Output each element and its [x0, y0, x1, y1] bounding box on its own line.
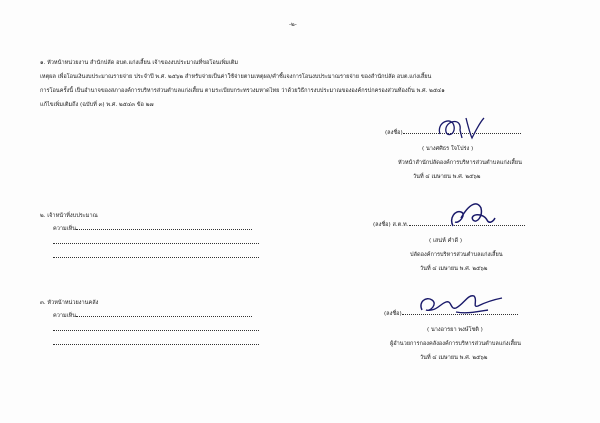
section1-amendment: แก้ไขเพิ่มเติมถึง (ฉบับที่ ๓) พ.ศ. ๒๕๔๓ ข้อ ๒๗: [40, 102, 154, 108]
signer3-sign-prefix: (ลงชื่อ): [384, 311, 518, 318]
signer1-date: วันที่ ๔ เมษายน พ.ศ. ๒๕๖๒: [413, 174, 481, 180]
signer2-sign-prefix: (ลงชื่อ) ส.ต.ท.: [373, 222, 525, 229]
section3-opinion-line3: [53, 341, 259, 348]
signature-3-image: [416, 290, 506, 320]
signature-1-image: [432, 112, 492, 142]
section2-opinion-line3: [53, 254, 259, 261]
signer1-name: ( นางศศิธร ใจโปร่ง ): [422, 146, 474, 152]
signer1-position: หัวหน้าสำนักปลัดองค์การบริหารส่วนตำบลแก่งเสี้ยน: [398, 160, 522, 166]
signer2-date: วันที่ ๔ เมษายน พ.ศ. ๒๕๖๒: [420, 266, 488, 272]
signer3-date: วันที่ ๔ เมษายน พ.ศ. ๒๕๖๒: [420, 355, 488, 361]
section3-opinion-line1: ความเห็น: [53, 313, 252, 320]
section1-reason: เหตุผล เพื่อโอนเงินงบประมาณรายจ่าย ประจำปี พ.ศ. ๒๕๖๒ สำหรับจ่ายเป็นค่าใช้จ่ายตามเหตุผล/คำชี้แจงการโอนงบประมาณรายจ่าย ของสำนักปลัด อบต.แก่งเสี้ยน: [40, 74, 432, 80]
section1-authority: การโอนครั้งนี้ เป็นอำนาจของสภาองค์การบริหารส่วนตำบลแก่งเสี้ยน ตามระเบียบกระทรวงมหาดไทย ว่าด้วยวิธีการงบประมาณขององค์กรปกครองส่วนท้องถิ่น พ.ศ. ๒๕๔๑: [40, 88, 445, 94]
signature-2-image: [447, 198, 497, 232]
page-number: -๒-: [289, 22, 297, 28]
section2-opinion-line1: ความเห็น: [53, 226, 252, 233]
section2-opinion-line2: [53, 240, 259, 247]
signer2-position: ปลัดองค์การบริหารส่วนตำบลแก่งเสี้ยน: [410, 252, 503, 258]
signer3-position: ผู้อำนวยการกองคลังองค์การบริหารส่วนตำบลแก่งเสี้ยน: [390, 341, 521, 347]
signer3-name: ( นางอารยา พงษ์โชติ ): [427, 327, 483, 333]
section3-title: ๓. หัวหน้าหน่วยงานคลัง: [40, 300, 99, 306]
signer1-sign-prefix: (ลงชื่อ): [385, 130, 521, 137]
section3-opinion-line2: [53, 327, 259, 334]
section2-title: ๒. เจ้าหน้าที่งบประมาณ: [40, 213, 98, 219]
signer2-name: ( เสน่ห์ คำดี ): [429, 238, 463, 244]
section1-heading: ๑. หัวหน้าหน่วยงาน สำนักปลัด อบต.แก่งเสี้ยน เจ้าของงบประมาณที่ขอโอนเพิ่มเติม: [40, 60, 239, 66]
